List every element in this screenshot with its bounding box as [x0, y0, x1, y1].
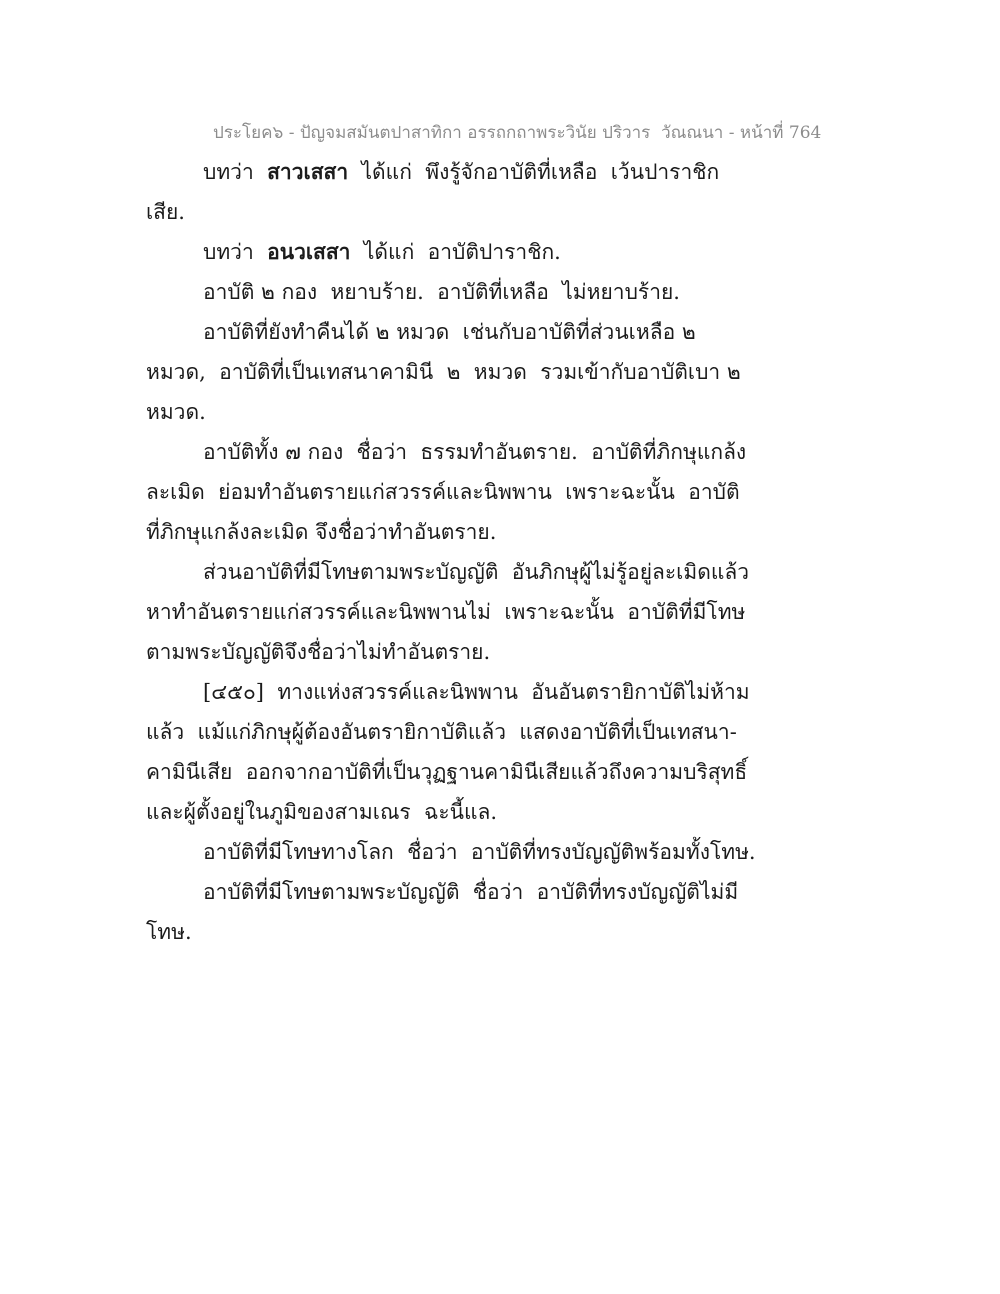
text-line: ละเมิด ย่อมทำอันตรายแก่สวรรค์และนิพพาน เพราะฉะนั้น อาบัติ — [146, 480, 740, 504]
text-line: อาบัติที่มีโทษตามพระบัญญัติ ชื่อว่า อาบัติที่ทรงบัญญัติไม่มี — [203, 880, 739, 904]
text-line: และผู้ตั้งอยู่ในภูมิของสามเณร ฉะนี้แล. — [146, 800, 498, 824]
text-line — [146, 152, 946, 192]
text-line: โทษ. — [146, 920, 192, 944]
text-line: หาทำอันตรายแก่สวรรค์และนิพพานไม่ เพราะฉะนั้น อาบัติที่มีโทษ — [146, 600, 746, 624]
text-line: ตามพระบัญญัติจึงชื่อว่าไม่ทำอันตราย. — [146, 640, 491, 664]
text-line: อาบัติ ๒ กอง หยาบร้าย. อาบัติที่เหลือ ไม่หยาบร้าย. — [203, 280, 680, 304]
text-line: อาบัติทั้ง ๗ กอง ชื่อว่า ธรรมทำอันตราย. อาบัติที่ภิกษุแกล้ง — [203, 440, 747, 464]
text-line: อาบัติที่มีโทษทางโลก ชื่อว่า อาบัติที่ทรงบัญญัติพร้อมทั้งโทษ. — [203, 840, 756, 864]
text-line: แล้ว แม้แก่ภิกษุผู้ต้องอันตรายิกาบัติแล้ว แสดงอาบัติที่เป็นเทสนา- — [146, 720, 737, 744]
text-line: ส่วนอาบัติที่มีโทษตามพระบัญญัติ อันภิกษุผู้ไม่รู้อยู่ละเมิดแล้ว — [203, 560, 750, 584]
text-line: เสีย. — [146, 200, 185, 224]
text-line: คามินีเสีย ออกจากอาบัติที่เป็นวุฏฐานคามินีเสียแล้วถึงความบริสุทธิ์ — [146, 760, 748, 784]
text-line: หมวด, อาบัติที่เป็นเทสนาคามินี ๒ หมวด รวมเข้ากับอาบัติเบา ๒ — [146, 360, 741, 384]
bold-term: อนวเสสา — [267, 239, 351, 264]
body-text — [146, 152, 946, 952]
text-line — [146, 232, 946, 272]
text-segment: ได้แก่ อาบัติปาราชิก. — [350, 240, 561, 264]
text-line: [๔๕๐] ทางแห่งสวรรค์และนิพพาน อันอันตรายิกาบัติไม่ห้าม — [203, 680, 750, 704]
text-segment: บทว่า — [203, 240, 268, 264]
text-segment: ได้แก่ พึงรู้จักอาบัติที่เหลือ เว้นปาราชิก — [348, 160, 720, 184]
bold-term: สาวเสสา — [267, 159, 349, 184]
running-header: ประโยค๖ - ปัญจมสมันตปาสาทิกา อรรถกถาพระวินัย ปริวาร วัณณนา - หน้าที่ 764 — [213, 123, 822, 143]
text-segment: บทว่า — [203, 160, 268, 184]
text-line: ที่ภิกษุแกล้งละเมิด จึงชื่อว่าทำอันตราย. — [146, 520, 497, 544]
text-line: อาบัติที่ยังทำคืนได้ ๒ หมวด เช่นกับอาบัติที่ส่วนเหลือ ๒ — [203, 320, 696, 344]
text-line: หมวด. — [146, 400, 206, 424]
